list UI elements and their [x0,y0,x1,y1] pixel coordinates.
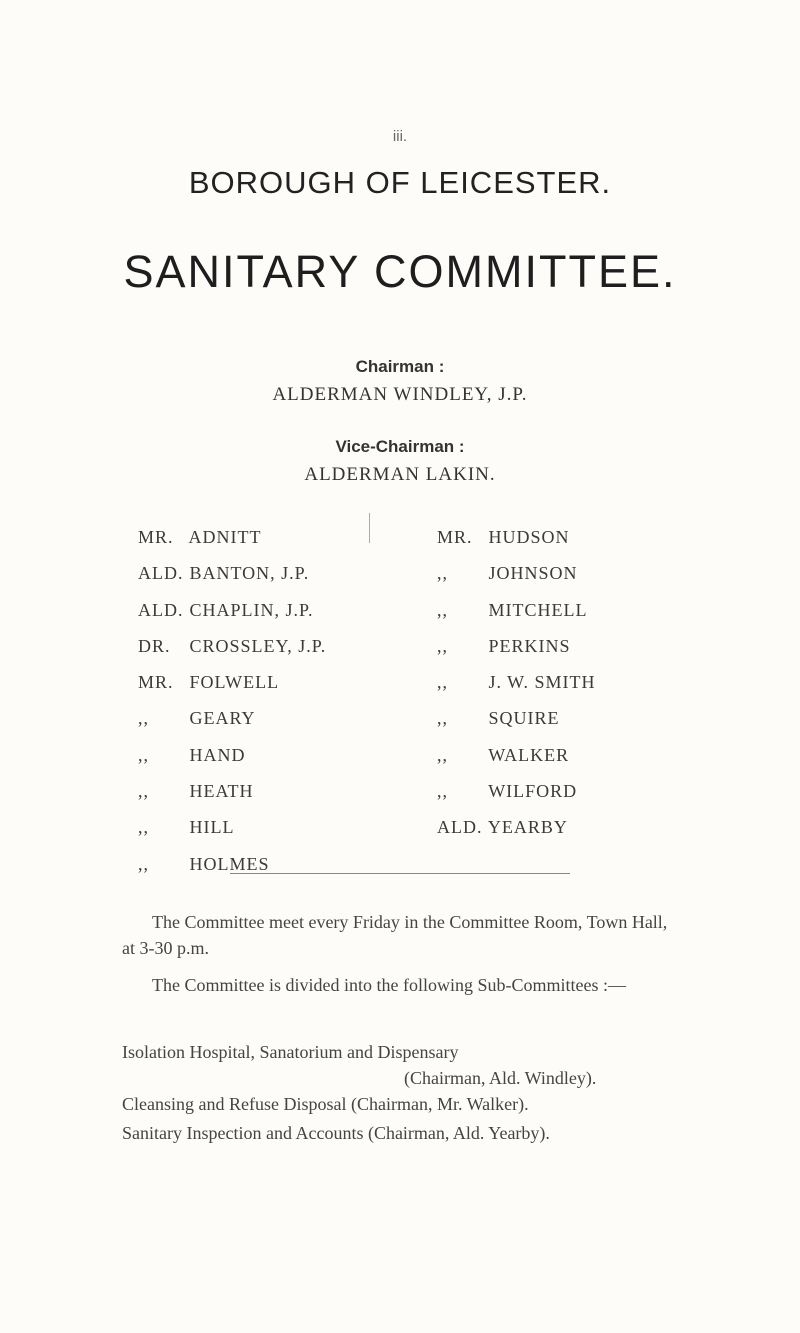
member-row: MR. FOLWELL [138,672,280,693]
page-number: iii. [392,128,408,145]
subcommittee-item: Cleansing and Refuse Disposal (Chairman, Mr. Walker). [122,1094,529,1114]
members-left-column [138,519,326,882]
member-row: MR. ADNITT [138,527,262,547]
member-row: ALD. YEARBY [437,817,568,838]
chairman-name: ALDERMAN WINDLEY, J.P. [272,384,528,405]
meeting-paragraph [0,909,800,961]
member-row: ,, HOLMES [138,853,270,874]
meeting-text: The Committee meet every Friday in the Committee Room, Town Hall, at 3-30 p.m. [122,912,668,958]
member-row: ALD. BANTON, J.P. [138,563,310,584]
member-row: ,, HILL [138,817,235,838]
member-row: ,, HEATH [138,781,254,802]
subcommittees-intro-paragraph [0,972,800,998]
members-right-column [437,519,596,846]
chairman-label: Chairman : [355,357,445,376]
member-row: ,, PERKINS [437,635,571,656]
subcommittees-intro: The Committee is divided into the following Sub-Committees :— [152,975,626,995]
member-row: ,, JOHNSON [437,563,578,584]
member-row: ,, WALKER [437,744,570,765]
member-row: ,, SQUIRE [437,708,560,729]
member-row: ,, MITCHELL [437,599,588,620]
committee-title: SANITARY COMMITTEE. [123,246,677,297]
member-row: ,, GEARY [138,708,256,729]
member-row: ,, J. W. SMITH [437,672,596,693]
subcommittee-item: Isolation Hospital, Sanatorium and Dispensary (Chairman, Ald. Windley). [122,1042,597,1088]
member-row: MR. HUDSON [437,527,570,547]
member-row: ,, HAND [138,744,246,765]
divider-rule [230,873,570,874]
member-row: ALD. CHAPLIN, J.P. [138,599,314,620]
vice-chairman-name: ALDERMAN LAKIN. [304,464,496,485]
member-row: ,, WILFORD [437,781,578,802]
subcommittee-item: Sanitary Inspection and Accounts (Chairman, Ald. Yearby). [122,1123,550,1143]
member-row: DR. CROSSLEY, J.P. [138,635,327,656]
vice-chairman-label: Vice-Chairman : [335,437,465,456]
borough-heading: BOROUGH OF LEICESTER. [188,165,612,200]
